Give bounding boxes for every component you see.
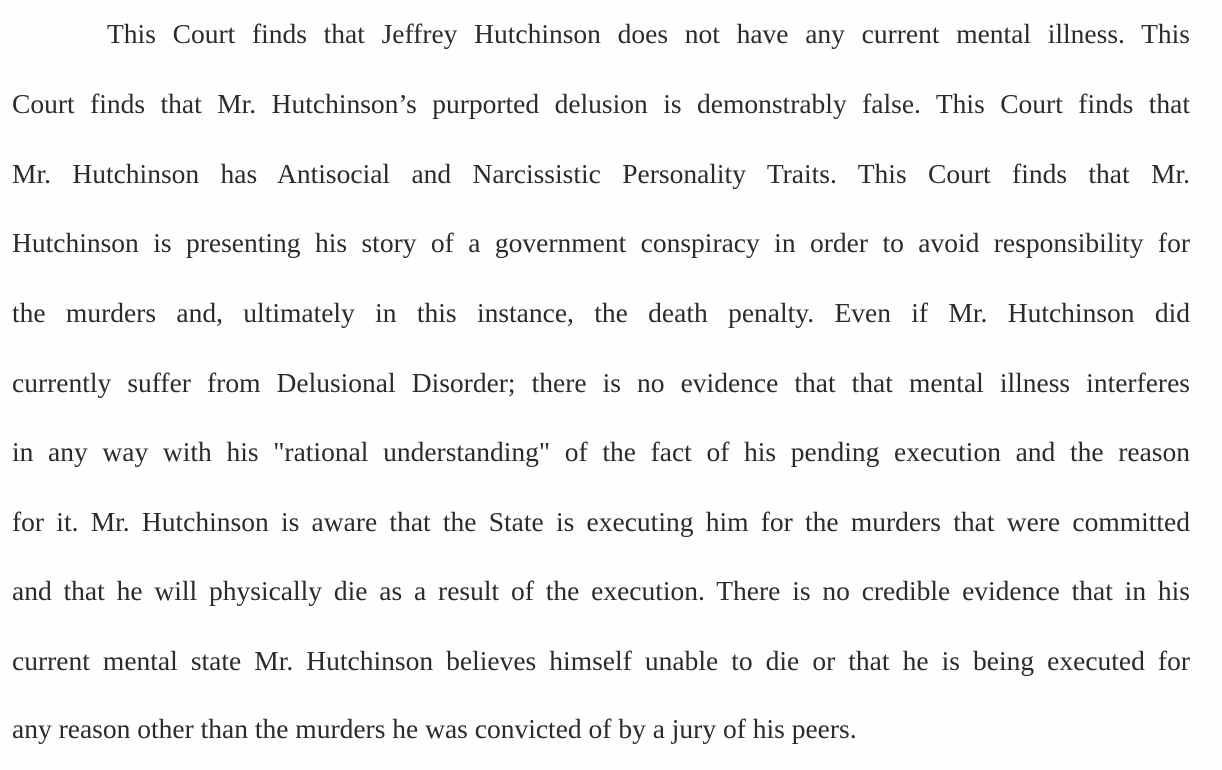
- paragraph-line-7: in any way with his "rational understanding" of the fact of his pending execution and the reason: [12, 436, 1190, 467]
- paragraph-line-11: any reason other than the murders he was convicted of by a jury of his peers.: [12, 713, 857, 744]
- paragraph-line-6: currently suffer from Delusional Disorder; there is no evidence that that mental illness interferes: [12, 367, 1190, 398]
- paragraph-line-2: Court finds that Mr. Hutchinson’s purported delusion is demonstrably false. This Court finds that: [12, 88, 1190, 119]
- paragraph-line-4: Hutchinson is presenting his story of a government conspiracy in order to avoid responsibility for: [12, 227, 1190, 258]
- paragraph-line-1: This Court finds that Jeffrey Hutchinson does not have any current mental illness. This: [107, 18, 1190, 49]
- paragraph-line-9: and that he will physically die as a result of the execution. There is no credible evidence that in his: [12, 575, 1190, 606]
- paragraph-line-8: for it. Mr. Hutchinson is aware that the State is executing him for the murders that were committed: [12, 506, 1190, 537]
- paragraph-line-3: Mr. Hutchinson has Antisocial and Narcissistic Personality Traits. This Court finds that Mr.: [12, 158, 1190, 189]
- paragraph-line-5: the murders and, ultimately in this instance, the death penalty. Even if Mr. Hutchinson did: [12, 297, 1190, 328]
- paragraph-line-10: current mental state Mr. Hutchinson believes himself unable to die or that he is being executed for: [12, 645, 1190, 676]
